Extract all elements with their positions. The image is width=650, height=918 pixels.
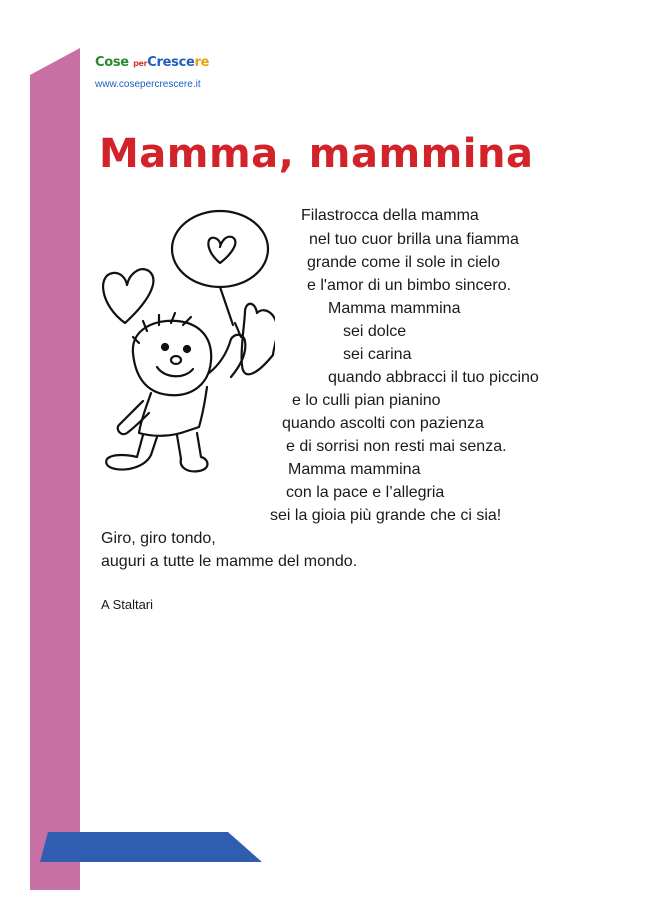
logo-part-per: per <box>133 59 148 68</box>
poem-line: e di sorrisi non resti mai senza. <box>286 438 507 455</box>
logo-part-cresce: Cresce <box>147 55 195 70</box>
blue-footer-band <box>40 832 262 862</box>
heart-icon <box>242 304 275 375</box>
pink-sidebar-band <box>30 48 80 890</box>
poem-line: grande come il sole in cielo <box>307 254 500 271</box>
site-logo[interactable] <box>95 55 209 70</box>
poem-line: quando ascolti con pazienza <box>282 415 484 432</box>
poem-line: sei carina <box>343 346 412 363</box>
logo-part-cose: Cose <box>95 55 129 70</box>
poem-line: auguri a tutte le mamme del mondo. <box>101 553 358 570</box>
poem-line: sei dolce <box>343 323 407 340</box>
poem-line: Filastrocca della mamma <box>301 207 479 224</box>
poem-line: quando abbracci il tuo piccino <box>328 369 539 386</box>
poem-line: Mamma mammina <box>328 300 461 317</box>
poem-line: nel tuo cuor brilla una fiamma <box>309 231 519 248</box>
poem-line: e l'amor di un bimbo sincero. <box>307 277 512 294</box>
heart-icon <box>208 237 235 263</box>
author-credit: A Staltari <box>101 597 154 612</box>
site-url-link[interactable]: www.cosepercrescere.it <box>95 79 201 90</box>
heart-icon <box>103 269 153 323</box>
child-with-balloons-drawing <box>95 205 275 485</box>
logo-part-re: re <box>194 55 210 70</box>
poem-line: Giro, giro tondo, <box>101 530 216 547</box>
poem-line: sei la gioia più grande che ci sia! <box>270 507 502 524</box>
poem-line: Mamma mammina <box>288 461 421 478</box>
poem-line: e lo culli pian pianino <box>292 392 441 409</box>
poem-title: Mamma, mammina <box>99 131 534 177</box>
poem-line: con la pace e l’allegria <box>286 484 445 501</box>
